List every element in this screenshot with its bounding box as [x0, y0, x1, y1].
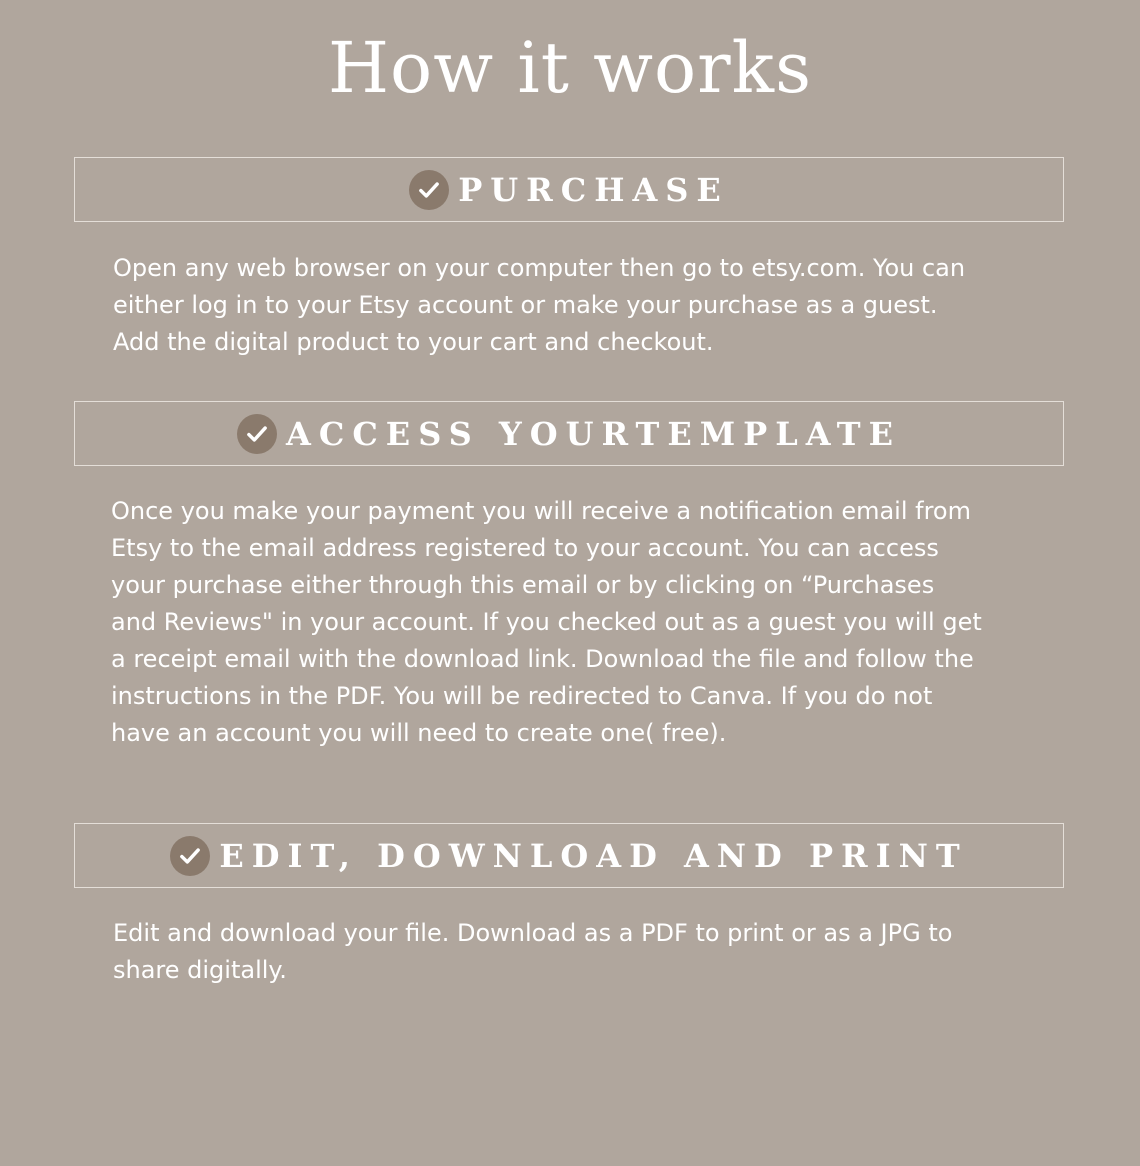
step-header-access-template	[74, 401, 1064, 466]
check-circle-icon	[170, 836, 210, 876]
text-line: Etsy to the email address registered to your account. You can access	[111, 534, 939, 562]
text-line: have an account you will need to create one( free).	[111, 719, 727, 747]
text-line: a receipt email with the download link. Download the file and follow the	[111, 645, 974, 673]
step-description-edit-download-print	[113, 915, 1053, 989]
step-description-purchase	[113, 250, 1053, 361]
page-title: How it works	[328, 27, 812, 109]
text-line: and Reviews" in your account. If you checked out as a guest you will get	[111, 608, 982, 636]
step-title: EDIT, DOWNLOAD AND PRINT	[219, 836, 968, 875]
text-line: your purchase either through this email or by clicking on “Purchases	[111, 571, 935, 599]
step-header-purchase	[74, 157, 1064, 222]
text-line: either log in to your Etsy account or make your purchase as a guest.	[113, 291, 938, 319]
check-circle-icon	[237, 414, 277, 454]
step-description-access-template	[111, 493, 1051, 752]
text-line: instructions in the PDF. You will be redirected to Canva. If you do not	[111, 682, 933, 710]
text-line: Edit and download your file. Download as a PDF to print or as a JPG to	[113, 919, 953, 947]
text-line: Add the digital product to your cart and checkout.	[113, 328, 714, 356]
step-title: PURCHASE	[458, 170, 729, 209]
check-circle-icon	[409, 170, 449, 210]
text-line: Open any web browser on your computer then go to etsy.com. You can	[113, 254, 966, 282]
step-title: ACCESS YOURTEMPLATE	[286, 414, 901, 453]
step-header-edit-download-print	[74, 823, 1064, 888]
text-line: share digitally.	[113, 956, 287, 984]
text-line: Once you make your payment you will receive a notification email from	[111, 497, 971, 525]
